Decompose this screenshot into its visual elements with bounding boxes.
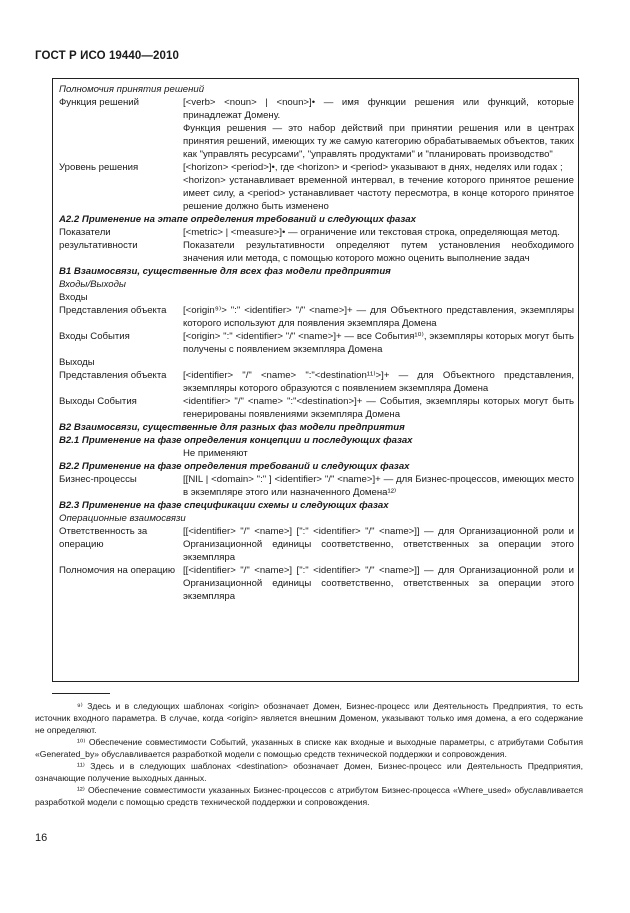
value-paragraph: <identifier> "/" <name> ":"<destination>]+ — События, экземпляры которых могут быть генерированы появлениями экземпляра Домена bbox=[183, 396, 574, 420]
table-row bbox=[59, 226, 574, 265]
row-label: Ответственность за операцию bbox=[59, 526, 148, 550]
table-row bbox=[59, 304, 574, 330]
table-row bbox=[59, 96, 574, 161]
row-label: Функция решений bbox=[59, 97, 140, 108]
row-value bbox=[183, 226, 574, 265]
footnotes bbox=[35, 700, 583, 808]
row-label: Полномочия на операцию bbox=[59, 565, 176, 576]
row-label: Представления объекта bbox=[59, 370, 167, 381]
row-value bbox=[183, 369, 574, 395]
page-number: 16 bbox=[35, 832, 48, 844]
table-row bbox=[59, 395, 574, 421]
value-paragraph: [[<identifier> "/" <name>] [":" <identifier> "/" <name>]] — для Организационной роли и Организационной единицы соответственно, ответственных за операции этого экземпляра bbox=[183, 565, 574, 602]
value-paragraph: [<metric> | <measure>]• — ограничение или текстовая строка, определяющая метод. bbox=[183, 227, 560, 238]
footnote: ⁹⁾ Здесь и в следующих шаблонах <origin> обозначает Домен, Бизнес-процесс или Деятельность Предприятия, то есть источник входного параметра. В случае, когда <origin> является внешним Доменом, указывают только имя домена, а его содержание не определяют. bbox=[35, 701, 583, 735]
group-heading: Полномочия принятия решений bbox=[59, 84, 205, 95]
value-paragraph: [[NIL | <domain> ":" ] <identifier> "/" <name>]+ — для Бизнес-процессов, имеющих место в экземпляре этого или назначенного Домена¹²⁾ bbox=[183, 474, 574, 498]
table-row bbox=[59, 330, 574, 356]
row-value bbox=[183, 330, 574, 356]
group-heading: Входы/Выходы bbox=[59, 279, 126, 290]
row-label: Выходы События bbox=[59, 396, 137, 407]
value-paragraph: [[<identifier> "/" <name>] [":" <identifier> "/" <name>]] — для Организационной роли и Организационной единицы соответственно, ответственных за операции этого экземпляра bbox=[183, 526, 574, 563]
subgroup-label: Выходы bbox=[59, 357, 95, 368]
value-paragraph: [<origin⁹⁾> ":" <identifier> "/" <name>]+ — для Объектного представления, экземпляры которого используют для появления экземпляра Домена bbox=[183, 305, 574, 329]
value-paragraph: <horizon> устанавливает временной интервал, в течение которого принятое решение имеет силу, а <period> устанавливает частоту пересмотра, в конце которого принятое решение должно быть изменено bbox=[183, 175, 574, 212]
table-row bbox=[59, 369, 574, 395]
footnote-rule bbox=[52, 693, 110, 694]
table-row bbox=[59, 564, 574, 603]
value-paragraph: [<identifier> "/" <name> ":"<destination¹¹⁾>]+ — для Объектного представления, экземпляры которого образуются с появлением экземпляра Домена bbox=[183, 370, 574, 394]
value-paragraph: [<horizon> <period>]•, где <horizon> и <period> указывают в днях, неделях или годах ; bbox=[183, 162, 563, 173]
value-paragraph: [<origin> ":" <identifier> "/" <name>]+ — все События¹⁰⁾, экземпляры которых могут быть получены с появлением экземпляра Домена bbox=[183, 331, 574, 355]
attribute-table bbox=[52, 78, 579, 682]
section-heading: B1 Взаимосвязи, существенные для всех фаз модели предприятия bbox=[59, 266, 391, 277]
row-value bbox=[183, 161, 574, 213]
footnote: ¹¹⁾ Здесь и в следующих шаблонах <destination> обозначает Домен, Бизнес-процесс или Деятельность Предприятия, означающие получение выходных данных. bbox=[35, 761, 583, 783]
row-label: Бизнес-процессы bbox=[59, 474, 137, 485]
row-label: Входы События bbox=[59, 331, 130, 342]
section-heading: B2.3 Применение на фазе спецификации схемы и следующих фазах bbox=[59, 500, 389, 511]
row-value bbox=[183, 395, 574, 421]
row-value bbox=[183, 473, 574, 499]
footnote: ¹²⁾ Обеспечение совместимости указанных Бизнес-процессов с атрибутом Бизнес-процесса «Where_used» обуславливается разработкой модели с помощью средств технической поддержки и сопровождения. bbox=[35, 785, 583, 807]
table-row bbox=[59, 525, 574, 564]
section-heading: A2.2 Применение на этапе определения требований и следующих фазах bbox=[59, 214, 416, 225]
section-heading: B2.1 Применение на фазе определения концепции и последующих фазах bbox=[59, 435, 413, 446]
group-heading: Операционные взаимосвязи bbox=[59, 513, 186, 524]
section-heading: B2 Взаимосвязи, существенные для разных фаз модели предприятия bbox=[59, 422, 405, 433]
row-label: Уровень решения bbox=[59, 162, 139, 173]
row-label: Показатели результативности bbox=[59, 227, 138, 251]
value-paragraph: Показатели результативности определяют путем установления необходимого значения или метода, с помощью которого можно оценить выполнение задач bbox=[183, 240, 574, 264]
row-value bbox=[183, 525, 574, 564]
section-heading: B2.2 Применение на фазе определения требований и следующих фазах bbox=[59, 461, 410, 472]
not-applicable-note: Не применяют bbox=[183, 448, 248, 459]
row-value bbox=[183, 304, 574, 330]
value-paragraph: [<verb> <noun> | <noun>]• — имя функции решения или функций, которые принадлежат Домену. bbox=[183, 97, 574, 121]
page-header: ГОСТ Р ИСО 19440—2010 bbox=[35, 50, 180, 62]
row-value bbox=[183, 564, 574, 603]
value-paragraph: Функция решения — это набор действий при принятии решения или в центрах принятия решений, имеющих ту же самую категорию обрабатываемых объектов, таких как "управлять ресурсами", "управлять продуктами" и "планировать производство" bbox=[183, 123, 574, 160]
subgroup-label: Входы bbox=[59, 292, 88, 303]
table-row bbox=[59, 161, 574, 213]
table-row bbox=[59, 473, 574, 499]
row-value bbox=[183, 96, 574, 161]
footnote: ¹⁰⁾ Обеспечение совместимости Событий, указанных в списке как входные и выходные параметры, с атрибутами События «Generated_by» обуславливается разработкой модели с помощью средств технической поддержки и сопровождения. bbox=[35, 737, 583, 759]
table-rows bbox=[59, 83, 574, 603]
row-label: Представления объекта bbox=[59, 305, 167, 316]
